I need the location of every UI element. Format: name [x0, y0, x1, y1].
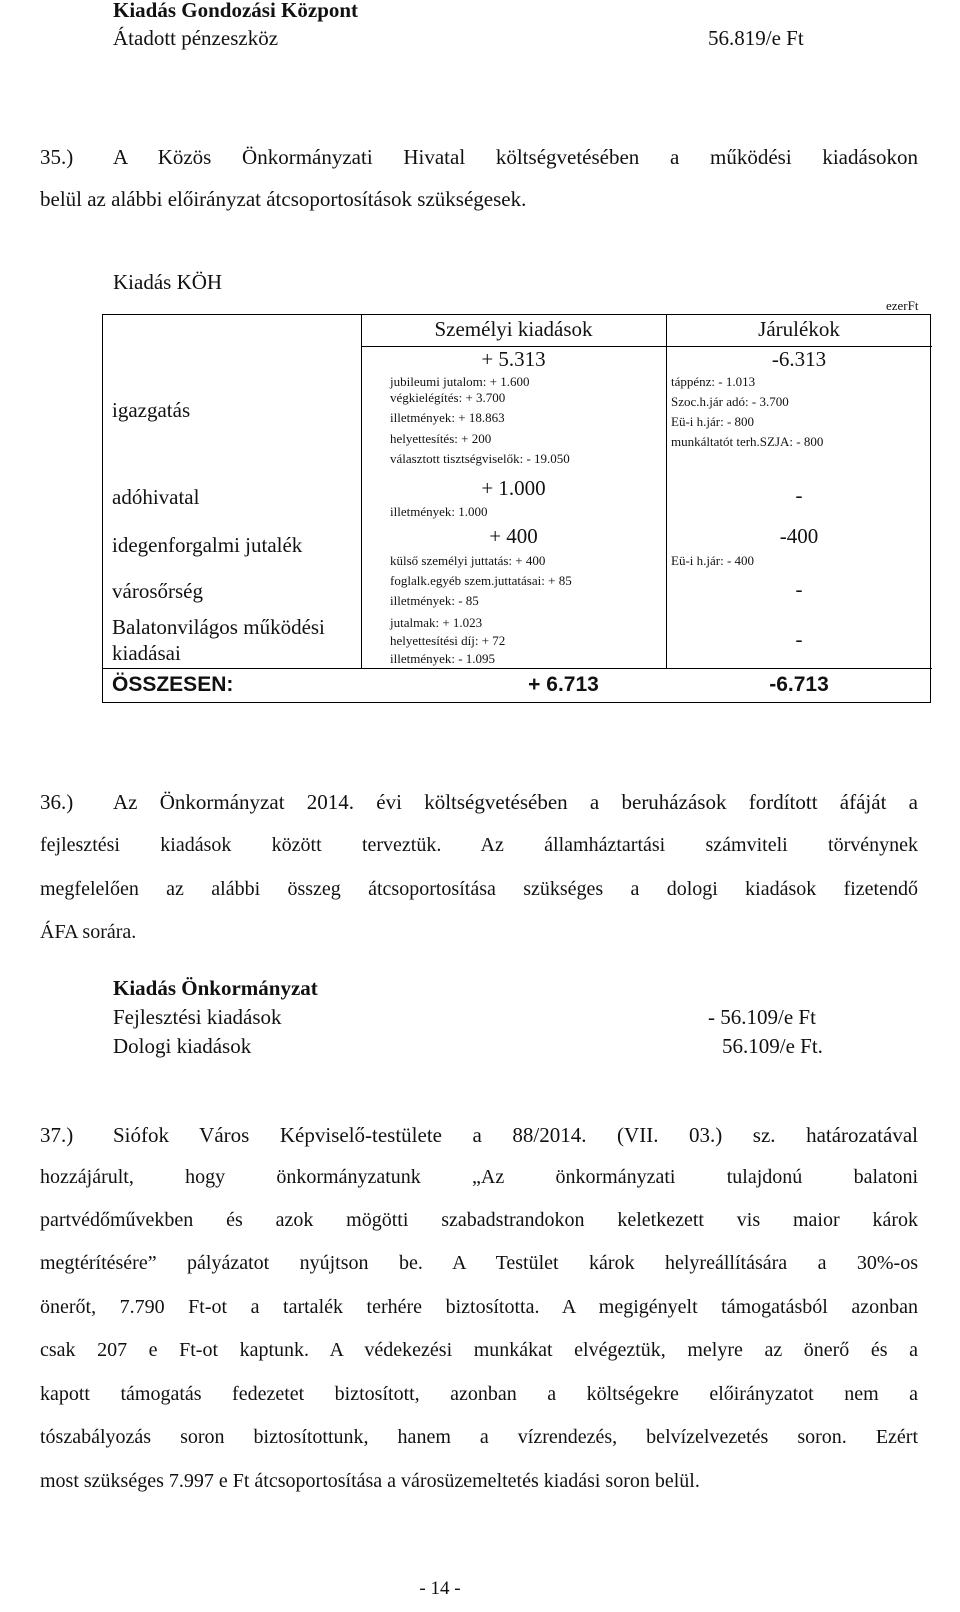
row-contrib-total: - [795, 577, 803, 601]
row-contrib-total: - [795, 627, 803, 651]
section37-line3: partvédőművekben és azok mögötti szabadstrandokon keletkezett vis maior károk [40, 1209, 918, 1231]
section36-line1: Az Önkormányzat 2014. évi költségvetésében a beruházások fordított áfáját a [113, 790, 918, 814]
section37-number: 37.) [40, 1123, 74, 1147]
page-number: - 14 - [419, 1578, 461, 1599]
unit-label: ezerFt [886, 298, 919, 313]
col-header-contrib: Járulékok [758, 317, 840, 341]
row-label: idegenforgalmi jutalék [112, 533, 303, 557]
section37-line4: megtérítésére” pályázatot nyújtson be. A Testület károk helyreállítására a 30%-os [40, 1252, 918, 1274]
row-contrib-total: - [795, 483, 803, 507]
row-personal-total: + 5.313 [481, 347, 546, 371]
row-personal-detail: jubileumi jutalom: + 1.600 [390, 374, 530, 389]
section37-line6: csak 207 e Ft-ot kaptunk. A védekezési munkákat elvégeztük, melyre az önerő és a [40, 1339, 918, 1361]
row-personal-detail: helyettesítés: + 200 [390, 431, 492, 446]
section36-line4: ÁFA sorára. [40, 921, 137, 943]
row-personal-detail: jutalmak: + 1.023 [390, 615, 483, 630]
section36-line3: megfelelően az alábbi összeg átcsoportosítása szükséges a dologi kiadások fizetendő [40, 878, 918, 900]
row-personal-detail: illetmények: 1.000 [390, 504, 488, 519]
row-personal-detail: helyettesítési díj: + 72 [390, 633, 506, 648]
section37-line9: most szükséges 7.997 e Ft átcsoportosítása a városüzemeltetés kiadási soron belül. [40, 1470, 700, 1492]
section37-line7: kapott támogatás fedezetet biztosított, azonban a költségekre előirányzatot nem a [40, 1383, 918, 1405]
section36-subtitle: Kiadás Önkormányzat [113, 976, 318, 1000]
section36-number: 36.) [40, 790, 74, 814]
row-label: adóhivatal [112, 485, 200, 509]
row-personal-detail: illetmények: - 1.095 [390, 651, 496, 666]
total-personal: + 6.713 [528, 673, 599, 696]
row-contrib-total: -400 [779, 524, 819, 548]
header-title: Kiadás Gondozási Központ [113, 0, 359, 22]
section35-number: 35.) [40, 145, 74, 169]
section37-line2: hozzájárult, hogy önkormányzatunk „Az önkormányzati tulajdonú balatoni [40, 1166, 918, 1188]
row-label-continued: kiadásai [112, 641, 181, 665]
row-label: Balatonvilágos működési [112, 615, 325, 639]
row-contrib-detail: munkáltatót terh.SZJA: - 800 [671, 434, 824, 449]
row-personal-detail: végkielégítés: + 3.700 [390, 390, 506, 405]
table-total-divider [103, 668, 932, 669]
section37-line5: önerőt, 7.790 Ft-ot a tartalék terhére biztosította. A megigényelt támogatásból azonban [40, 1296, 918, 1318]
col-header-personal: Személyi kiadások [434, 317, 593, 341]
header-item-value: 56.819/e Ft [708, 26, 804, 50]
row-personal-detail: illetmények: + 18.863 [390, 410, 505, 425]
section35-line1: A Közös Önkormányzati Hivatal költségvetésében a működési kiadásokon [113, 145, 918, 169]
row-contrib-detail: Eü-i h.jár: - 400 [671, 553, 755, 568]
row-contrib-detail: Eü-i h.jár: - 800 [671, 414, 755, 429]
section37-line8: tószabályozás soron biztosítottunk, hanem a vízrendezés, belvízelvezetés soron. Ezért [40, 1426, 918, 1448]
row-personal-total: + 1.000 [481, 476, 546, 500]
section36-line2: fejlesztési kiadások között terveztük. Az államháztartási számviteli törvénynek [40, 834, 918, 856]
section36-item-value: 56.109/e Ft. [722, 1034, 823, 1058]
section36-item-label: Fejlesztési kiadások [113, 1005, 282, 1029]
row-personal-detail: választott tisztségviselők: - 19.050 [390, 451, 570, 466]
section36-item-label: Dologi kiadások [113, 1034, 252, 1058]
total-label: ÖSSZESEN: [112, 673, 234, 696]
row-contrib-total: -6.313 [771, 347, 827, 371]
row-personal-detail: foglalk.egyéb szem.juttatásai: + 85 [390, 573, 572, 588]
section35-subtitle: Kiadás KÖH [113, 270, 223, 294]
section37-line1: Siófok Város Képviselő-testülete a 88/2014. (VII. 03.) sz. határozatával [113, 1123, 918, 1147]
row-label: városőrség [112, 579, 203, 603]
row-personal-detail: külső személyi juttatás: + 400 [390, 553, 546, 568]
row-contrib-detail: táppénz: - 1.013 [671, 374, 756, 389]
section36-item-value: - 56.109/e Ft [708, 1005, 816, 1029]
row-personal-detail: illetmények: - 85 [390, 593, 479, 608]
row-personal-total: + 400 [489, 524, 538, 548]
total-contrib: -6.713 [769, 673, 829, 696]
row-contrib-detail: Szoc.h.jár adó: - 3.700 [671, 394, 789, 409]
header-item-label: Átadott pénzeszköz [113, 26, 279, 50]
row-label: igazgatás [112, 398, 191, 422]
section35-line2: belül az alábbi előirányzat átcsoportosítások szükségesek. [40, 187, 527, 211]
budget-table [102, 314, 931, 703]
